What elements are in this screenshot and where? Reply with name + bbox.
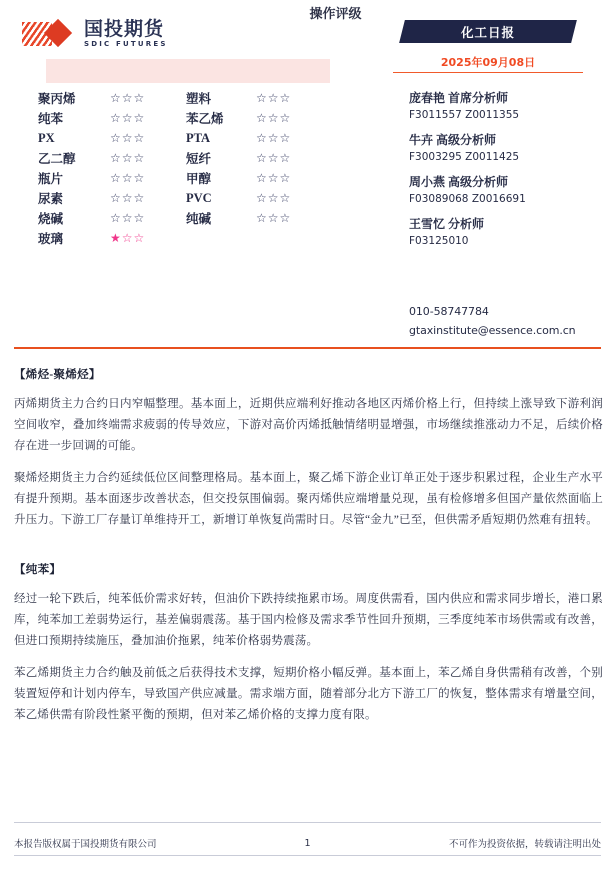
rating-stars [256,108,330,128]
rating-stars [256,168,330,188]
footer-copyright: 本报告版权属于国投期货有限公司 [14,839,157,850]
rating-product-name: 短纤 [186,152,212,166]
footer-top-divider [14,822,601,823]
rating-row [38,128,330,148]
analyst-name: 周小燕 高级分析师 [409,175,509,189]
contact-block [409,305,614,343]
analyst-license-code: F03089068 Z0016691 [409,193,526,205]
rating-stars [256,88,330,108]
date-divider [393,72,583,73]
logo-name-cn: 国投期货 [84,18,165,40]
rating-panel-title: 操作评级 [309,6,362,21]
star-icon-group: ☆☆☆ [256,190,292,205]
rating-row [38,148,330,168]
star-icon-group: ☆☆☆ [256,110,292,125]
rating-product-name: 玻璃 [38,232,64,246]
report-header [0,0,615,337]
rating-stars [110,228,186,248]
rating-stars [110,88,186,108]
rating-stars [256,228,330,248]
contact-email[interactable]: gtaxinstitute@essence.com.cn [409,324,576,337]
footer-disclaimer: 不可作为投资依据，转载请注明出处 [448,839,601,850]
logo-name-en: SDIC FUTURES [84,40,168,48]
star-icon-group: ☆☆☆ [256,210,292,225]
rating-product-name: PX [38,130,55,145]
rating-row [38,188,330,208]
star-icon-group: ☆☆☆ [110,110,146,125]
rating-stars [256,128,330,148]
star-icon-group: ☆☆☆ [256,170,292,185]
rating-product-name [186,228,256,248]
rating-product-name: PVC [186,190,212,205]
rating-title-band [46,59,330,83]
rating-product-name: 塑料 [186,92,212,106]
section-paragraph: 丙烯期货主力合约日内窄幅整理。基本面上，近期供应端利好推动各地区丙烯价格上行，但持续上涨导致下游利润空间收窄，叠加终端需求疲弱的传导效应，下游对高价丙烯抵触情绪明显增强，市场继续推涨动力不足，后续价格存在进一步回调的可能。 [14,397,603,452]
rating-stars [110,208,186,228]
footer-bottom-divider [14,855,601,856]
report-section [14,561,603,726]
section-spacer [14,549,603,561]
star-icon-group: ☆☆☆ [110,150,146,165]
star-icon-group: ☆☆☆ [110,90,146,105]
analyst-license-code: F3003295 Z0011425 [409,151,520,163]
rating-product-name: 烧碱 [38,212,64,226]
rating-stars [110,148,186,168]
rating-product-name: 苯乙烯 [186,112,224,126]
rating-product-name: 甲醇 [186,172,212,186]
contact-phone: 010-58747784 [409,305,489,318]
footer-page-number: 1 [304,837,311,849]
star-icon-group: ☆☆☆ [110,190,146,205]
rating-row [38,108,330,128]
logo-mark-icon [22,20,78,48]
analyst-list [409,89,609,257]
rating-product-name: 尿素 [38,192,64,206]
rating-product-name: 乙二醇 [38,152,76,166]
section-paragraph: 聚烯烃期货主力合约延续低位区间整理格局。基本面上，聚乙烯下游企业订单正处于逐步积累过程，企业生产水平有提升预期。基本面逐步改善状态，但交投氛围偏弱。聚丙烯供应端增量兑现，虽有检修增多但国产量依然面临上升压力。下游工厂存量订单维持开工，新增订单恢复尚需时日。尽管“金九”已至，但供需矛盾短期仍然难有扭转。 [14,472,603,526]
analyst-name: 牛卉 高级分析师 [409,133,497,147]
logo-text [84,20,168,48]
rating-row [38,88,330,108]
report-body [14,366,603,744]
rating-product-name: PTA [186,130,211,145]
rating-stars [110,108,186,128]
report-date: 2025年09月08日 [440,56,536,69]
star-icon-group: ☆☆☆ [110,130,146,145]
section-title: 【烯烃-聚烯烃】 [14,369,101,381]
rating-stars [110,128,186,148]
star-icon-group: ☆☆☆ [256,150,292,165]
rating-product-name: 瓶片 [38,172,64,186]
analyst-license-code: F3011557 Z0011355 [409,109,520,121]
rating-product-name: 聚丙烯 [38,92,76,106]
rating-row [38,168,330,188]
star-icon-group: ☆☆☆ [110,170,146,185]
header-divider [14,347,601,349]
company-logo [22,20,168,48]
rating-stars [110,188,186,208]
report-section [14,366,603,531]
rating-stars [256,148,330,168]
star-icon-group: ☆☆☆ [256,90,292,105]
page-footer [14,836,601,850]
analyst-license-code: F03125010 [409,235,469,247]
rating-stars [110,168,186,188]
star-icon-group: ☆☆☆ [110,210,146,225]
report-type-label: 化工日报 [460,26,515,40]
rating-row [38,208,330,228]
rating-stars [256,188,330,208]
analyst-name: 王雪忆 分析师 [409,217,485,231]
section-title: 【纯苯】 [14,564,62,576]
star-icon-group: ☆☆☆ [256,130,292,145]
rating-product-name: 纯苯 [38,112,64,126]
section-paragraph: 苯乙烯期货主力合约触及前低之后获得技术支撑，短期价格小幅反弹。基本面上，苯乙烯自身供需稍有改善，个别装置短停和计划内停车，导致国产供应减量。需求端方面，随着部分北方下游工厂的恢复，整体需求有增量空间，苯乙烯供需有阶段性紧平衡的预期，但对苯乙烯价格的支撑力度有限。 [14,667,603,721]
star-icon-group: ★☆☆ [110,230,146,245]
rating-row [38,228,330,248]
rating-table [38,88,330,248]
analyst-name: 庞春艳 首席分析师 [409,91,509,105]
section-paragraph: 经过一轮下跌后，纯苯低价需求好转，但油价下跌持续拖累市场。周度供需看，国内供应和需求同步增长，港口累库，纯苯加工差弱势运行，基差偏弱震荡。基于国内检修及需求季节性回升预期，三季度纯苯市场供需或有改善，但进口预期持续施压，叠加油价拖累，纯苯价格弱势震荡。 [14,592,603,647]
rating-product-name: 纯碱 [186,212,212,226]
rating-stars [256,208,330,228]
